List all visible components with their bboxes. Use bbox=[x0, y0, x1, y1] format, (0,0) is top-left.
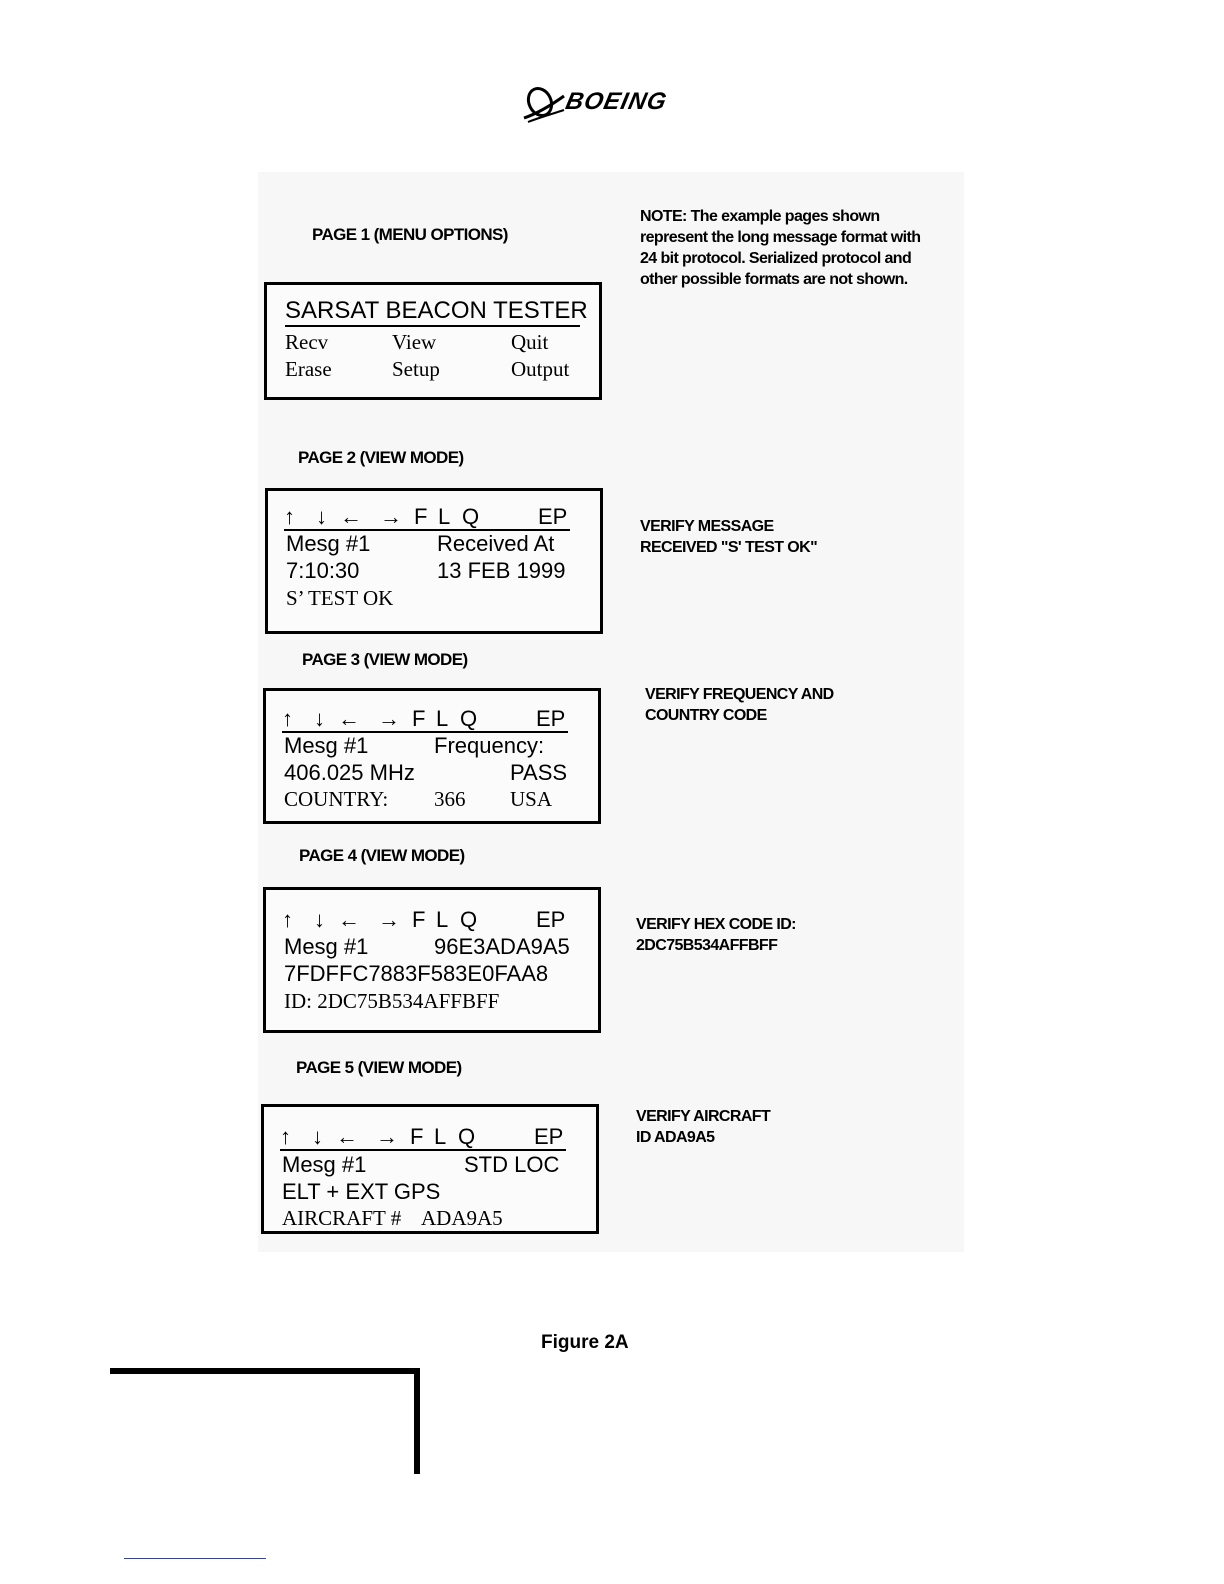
page-2-label: PAGE 2 (VIEW MODE) bbox=[298, 448, 464, 467]
menu-setup: Setup bbox=[392, 357, 440, 381]
left-arrow-icon: ← bbox=[340, 504, 362, 529]
nav-bar bbox=[280, 1125, 566, 1151]
note-line: 24 bit protocol. Serialized protocol and bbox=[640, 250, 912, 267]
menu-output: Output bbox=[511, 357, 570, 381]
right-arrow-icon: → bbox=[378, 907, 400, 932]
line1-left: Mesg #1 bbox=[282, 1152, 367, 1177]
note-line: VERIFY FREQUENCY AND bbox=[645, 686, 834, 703]
line1-right: Frequency: bbox=[434, 733, 545, 758]
corner-rule-horizontal bbox=[110, 1368, 420, 1374]
line1-right: Received At bbox=[437, 531, 555, 556]
page-4-screen bbox=[263, 887, 601, 1033]
boeing-logo bbox=[522, 84, 702, 124]
right-arrow-icon: → bbox=[380, 504, 402, 529]
menu-quit: Quit bbox=[511, 330, 549, 354]
line2-left: 7:10:30 bbox=[286, 558, 360, 583]
down-arrow-icon: ↓ bbox=[316, 504, 327, 529]
page-5-note bbox=[636, 1106, 770, 1148]
page-1-screen bbox=[264, 282, 602, 400]
aircraft-label: AIRCRAFT # bbox=[282, 1206, 402, 1230]
figure-caption: Figure 2A bbox=[541, 1332, 629, 1353]
nav-f: F bbox=[410, 1124, 424, 1149]
note-line: ID ADA9A5 bbox=[636, 1129, 715, 1146]
screen-title: SARSAT BEACON TESTER bbox=[285, 297, 580, 327]
line1-right: STD LOC bbox=[464, 1152, 560, 1177]
nav-bar bbox=[282, 707, 568, 733]
corner-rule-vertical bbox=[414, 1368, 420, 1474]
line1-left: Mesg #1 bbox=[284, 733, 369, 758]
right-arrow-icon: → bbox=[378, 706, 400, 731]
down-arrow-icon: ↓ bbox=[314, 706, 325, 731]
line2-right: PASS bbox=[510, 760, 568, 785]
nav-q: Q bbox=[460, 907, 478, 932]
page-3-label: PAGE 3 (VIEW MODE) bbox=[302, 650, 468, 669]
note-line: VERIFY AIRCRAFT bbox=[636, 1108, 771, 1125]
up-arrow-icon: ↑ bbox=[280, 1124, 291, 1149]
page-4-note bbox=[636, 914, 796, 956]
nav-bar bbox=[284, 505, 570, 531]
note-line: NOTE: The example pages shown bbox=[640, 208, 880, 225]
nav-q: Q bbox=[458, 1124, 476, 1149]
line1-right: 96E3ADA9A5 bbox=[434, 934, 570, 959]
menu-view: View bbox=[392, 330, 437, 354]
hex-id: ID: 2DC75B534AFFBFF bbox=[284, 989, 500, 1013]
page-5-screen bbox=[261, 1104, 599, 1234]
nav-l: L bbox=[436, 907, 449, 932]
nav-ep: EP bbox=[536, 706, 566, 731]
page-4-label: PAGE 4 (VIEW MODE) bbox=[299, 846, 465, 865]
line1-left: Mesg #1 bbox=[284, 934, 369, 959]
country-label: COUNTRY: bbox=[284, 787, 389, 811]
note-line: 2DC75B534AFFBFF bbox=[636, 937, 778, 954]
nav-ep: EP bbox=[536, 907, 566, 932]
nav-q: Q bbox=[460, 706, 478, 731]
nav-ep: EP bbox=[534, 1124, 564, 1149]
note-line: COUNTRY CODE bbox=[645, 707, 767, 724]
nav-f: F bbox=[412, 907, 426, 932]
line1-left: Mesg #1 bbox=[286, 531, 371, 556]
page-2-screen bbox=[265, 488, 603, 634]
nav-f: F bbox=[412, 706, 426, 731]
bottom-rule bbox=[124, 1558, 266, 1559]
down-arrow-icon: ↓ bbox=[312, 1124, 323, 1149]
general-note bbox=[640, 206, 920, 290]
country-code: 366 bbox=[434, 787, 466, 811]
line2: ELT + EXT GPS bbox=[282, 1179, 441, 1204]
note-line: other possible formats are not shown. bbox=[640, 271, 908, 288]
page-5-label: PAGE 5 (VIEW MODE) bbox=[296, 1058, 462, 1077]
page-3-screen bbox=[263, 688, 601, 824]
nav-bar bbox=[282, 908, 568, 932]
left-arrow-icon: ← bbox=[338, 907, 360, 932]
country-name: USA bbox=[510, 787, 553, 811]
line2-right: 13 FEB 1999 bbox=[437, 558, 566, 583]
down-arrow-icon: ↓ bbox=[314, 907, 325, 932]
up-arrow-icon: ↑ bbox=[282, 706, 293, 731]
nav-l: L bbox=[438, 504, 451, 529]
logo-wordmark: BOEING bbox=[563, 88, 670, 115]
note-line: VERIFY HEX CODE ID: bbox=[636, 916, 796, 933]
line3: S’ TEST OK bbox=[286, 586, 394, 610]
left-arrow-icon: ← bbox=[338, 706, 360, 731]
right-arrow-icon: → bbox=[376, 1124, 398, 1149]
left-arrow-icon: ← bbox=[336, 1124, 358, 1149]
menu-erase: Erase bbox=[285, 357, 332, 381]
boeing-symbol-icon bbox=[522, 84, 566, 124]
note-line: represent the long message format with bbox=[640, 229, 921, 246]
nav-f: F bbox=[414, 504, 428, 529]
note-line: RECEIVED "S' TEST OK" bbox=[640, 539, 818, 556]
page-2-note bbox=[640, 516, 817, 558]
menu-recv: Recv bbox=[285, 330, 329, 354]
page-1-label: PAGE 1 (MENU OPTIONS) bbox=[312, 225, 508, 244]
up-arrow-icon: ↑ bbox=[282, 907, 293, 932]
up-arrow-icon: ↑ bbox=[284, 504, 295, 529]
aircraft-id: ADA9A5 bbox=[421, 1206, 503, 1230]
line2-left: 406.025 MHz bbox=[284, 760, 415, 785]
nav-q: Q bbox=[462, 504, 480, 529]
nav-ep: EP bbox=[538, 504, 568, 529]
hex-message: 7FDFFC7883F583E0FAA8 bbox=[284, 961, 549, 986]
nav-l: L bbox=[434, 1124, 447, 1149]
note-line: VERIFY MESSAGE bbox=[640, 518, 774, 535]
nav-l: L bbox=[436, 706, 449, 731]
page-3-note bbox=[645, 684, 834, 726]
